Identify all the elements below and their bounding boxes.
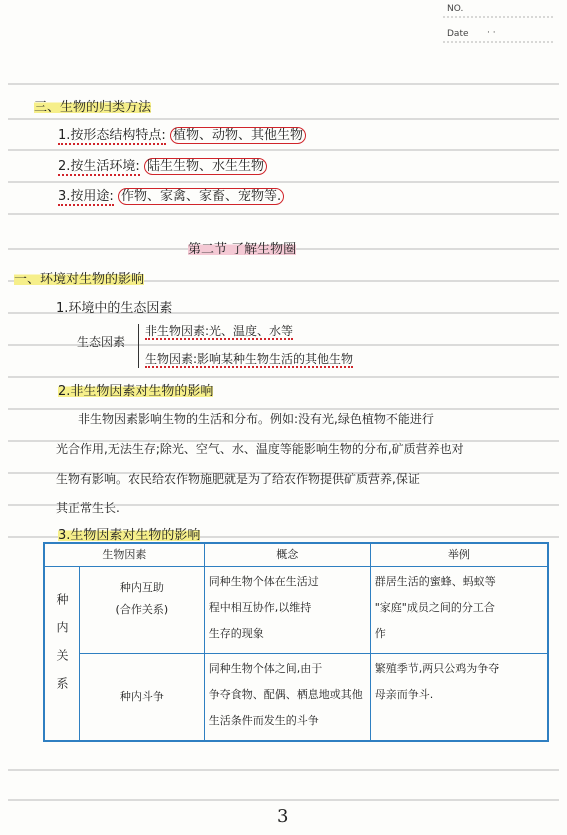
no-label: NO.	[447, 4, 464, 14]
abiotic-factor: 非生物因素:光、温度、水等	[145, 324, 294, 338]
ecological-factor-label: 生态因素	[77, 335, 126, 349]
factor-name: 种内斗争	[119, 689, 164, 703]
concept-cell	[204, 653, 370, 741]
concept-line: 争夺食物、配偶、栖息地或其他	[208, 687, 363, 701]
table-row	[44, 653, 548, 741]
sub3-title: 3.生物因素对生物的影响	[58, 524, 200, 543]
sub2-title: 2.非生物因素对生物的影响	[58, 380, 213, 399]
sub2-line-4: 其正常生长.	[56, 501, 120, 515]
section3-item-1	[58, 124, 306, 143]
section3-item-3	[58, 185, 284, 204]
concept-line: 生活条件而发生的斗争	[208, 713, 319, 727]
concept-cell	[204, 567, 370, 654]
section3-title: 三、生物的归类方法	[34, 96, 151, 115]
concept-line: 同种生物个体在生活过	[208, 575, 319, 588]
date-dots: · ·	[487, 28, 496, 38]
date-label: Date	[447, 29, 469, 39]
item-1-content: 植物、动物、其他生物	[170, 127, 306, 144]
item-2-lead: 2.按生活环境:	[58, 159, 140, 174]
page-number: 3	[277, 806, 289, 827]
table-header-row	[44, 543, 548, 567]
example-cell	[370, 567, 548, 654]
part1-title: 一、环境对生物的影响	[14, 268, 144, 287]
sub2-line-1: 非生物因素影响生物的生活和分布。例如:没有光,绿色植物不能进行	[78, 412, 434, 426]
item-2-content: 陆生生物、水生生物	[144, 158, 267, 175]
group-label-cell	[44, 567, 80, 742]
item-3-lead: 3.按用途:	[58, 189, 114, 204]
section3-item-2	[58, 155, 267, 174]
factor-cell	[80, 567, 205, 654]
concept-line: 同种生物个体之间,由于	[208, 661, 323, 675]
biotic-factor: 生物因素:影响某种生物生活的其他生物	[145, 352, 354, 366]
example-line: 作	[374, 627, 386, 640]
example-line: 母亲而争斗.	[374, 687, 434, 701]
example-line: 群居生活的蜜蜂、蚂蚁等	[374, 575, 496, 588]
item-3-content: 作物、家禽、家畜、宠物等.	[118, 188, 284, 205]
sub2-line-2: 光合作用,无法生存;除光、空气、水、温度等能影响生物的分布,矿质营养也对	[56, 442, 464, 456]
chapter-title: 第二节 了解生物圈	[188, 238, 296, 257]
factor-bracket	[138, 324, 139, 368]
factor-name: 种内互助	[119, 581, 164, 594]
biotic-factor-table	[43, 542, 549, 742]
example-line: "家庭"成员之间的分工合	[374, 601, 495, 614]
factor-cell	[80, 653, 205, 741]
table-row	[44, 567, 548, 654]
item-1-lead: 1.按形态结构特点:	[58, 128, 166, 143]
example-line: 繁殖季节,两只公鸡为争夺	[374, 661, 500, 675]
example-cell	[370, 653, 548, 741]
concept-line: 生存的现象	[208, 627, 264, 640]
sub2-line-3: 生物有影响。农民给农作物施肥就是为了给农作物提供矿质营养,保证	[56, 472, 420, 486]
factor-note: (合作关系)	[115, 603, 169, 616]
header-factor: 生物因素	[44, 543, 204, 567]
group-label: 种内关系	[55, 592, 69, 705]
concept-line: 程中相互协作,以维持	[208, 601, 312, 614]
header-concept: 概念	[204, 543, 370, 567]
sub1-title: 1.环境中的生态因素	[56, 301, 173, 316]
header-example: 举例	[370, 543, 548, 567]
